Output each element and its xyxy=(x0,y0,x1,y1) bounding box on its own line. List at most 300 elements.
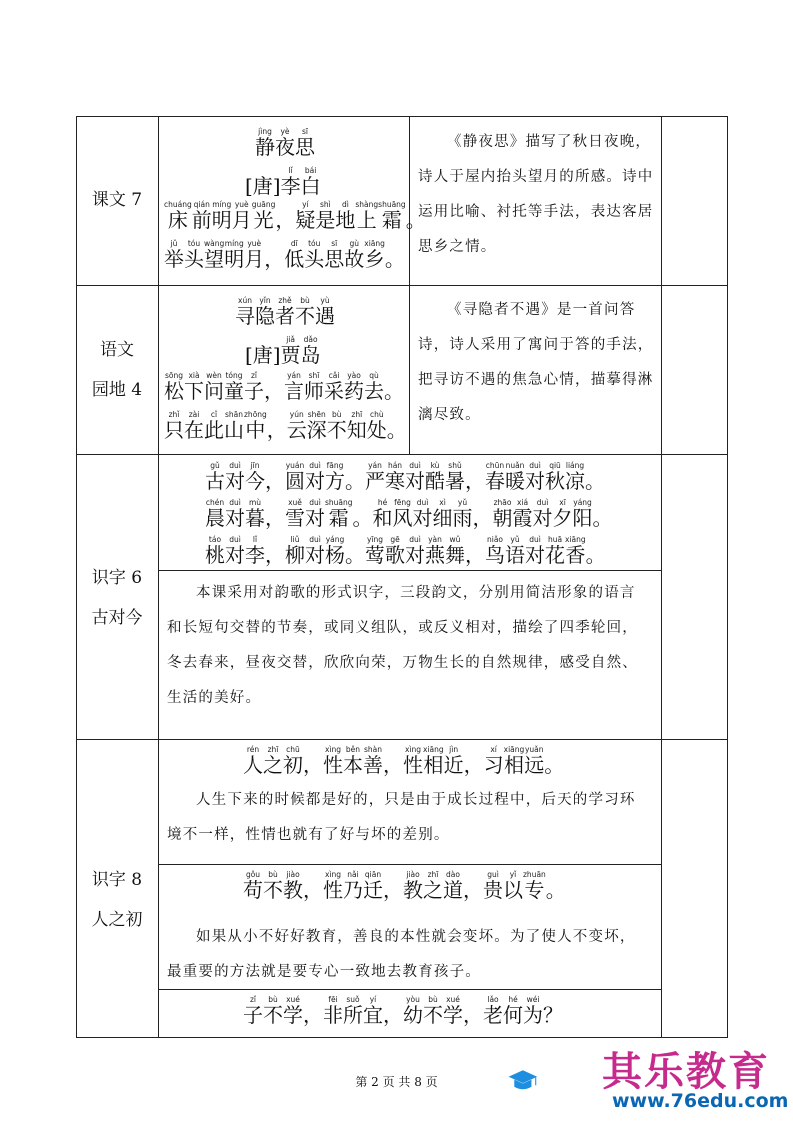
hanzi-char: 知zhī xyxy=(346,410,367,442)
pinyin: jīn xyxy=(245,461,265,470)
pinyin: sī xyxy=(295,127,315,136)
hanzi-char: ， xyxy=(463,878,483,902)
hanzi-char: 晨chén xyxy=(205,498,225,530)
hanzi-char: 香xiāng xyxy=(565,535,586,567)
pinyin: zǐ xyxy=(243,995,263,1004)
hanzi-char: 前qián xyxy=(191,200,212,232)
pinyin: guāng xyxy=(251,200,276,209)
pinyin: yí xyxy=(363,995,383,1004)
pinyin: xiāng xyxy=(503,745,525,754)
pinyin: zhōng xyxy=(244,410,267,419)
hanzi-char: 月yuè xyxy=(231,200,252,232)
hanzi-char: 本běn xyxy=(343,745,363,777)
classic-line xyxy=(243,871,566,900)
pinyin: zǐ xyxy=(244,371,264,380)
hanzi-char: 。 xyxy=(405,208,426,232)
pinyin: duì xyxy=(525,461,545,470)
hanzi-char: 霞xiá xyxy=(512,498,533,530)
pinyin: duì xyxy=(525,535,545,544)
pinyin: xìng xyxy=(323,870,343,879)
hanzi-char: 在zài xyxy=(184,410,204,442)
pinyin: míng xyxy=(224,239,245,248)
pinyin: qiān xyxy=(363,870,383,879)
pinyin: zhī xyxy=(346,410,367,419)
hanzi-char: 中zhōng xyxy=(244,410,267,442)
pinyin: sī xyxy=(324,239,345,248)
pinyin: shàng xyxy=(355,200,379,209)
hanzi-char: 。 xyxy=(585,469,605,493)
hanzi-char: 静jìng xyxy=(255,127,275,159)
hanzi-char: 不bù xyxy=(326,410,347,442)
hanzi-char: 初chū xyxy=(283,745,303,777)
pinyin: yáng xyxy=(325,535,345,544)
pinyin: shàn xyxy=(363,745,383,754)
hanzi-char: 为wéi xyxy=(523,995,543,1027)
hanzi-char: ， xyxy=(383,753,403,777)
pinyin: rén xyxy=(243,745,263,754)
hanzi-char: ， xyxy=(472,506,493,530)
pinyin: xī xyxy=(552,498,573,507)
hanzi-char: 。 xyxy=(585,543,606,567)
hanzi-char: 专zhuān xyxy=(523,870,546,902)
hanzi-char: 岛dǎo xyxy=(300,335,321,367)
pinyin: duì xyxy=(225,498,245,507)
hanzi-char: [唐] xyxy=(245,343,281,367)
hanzi-char: 对duì xyxy=(525,461,545,493)
hanzi-char: 善shàn xyxy=(363,745,383,777)
pinyin: qiū xyxy=(545,461,565,470)
hanzi-char: 严yán xyxy=(365,461,385,493)
hanzi-char: 语yǔ xyxy=(505,535,525,567)
pinyin: chén xyxy=(205,498,225,507)
hanzi-char: 李lǐ xyxy=(280,166,301,198)
hanzi-char: 深shēn xyxy=(306,410,327,442)
pinyin: tóng xyxy=(224,371,244,380)
pinyin: qián xyxy=(191,200,212,209)
hanzi-char: 暮mù xyxy=(245,498,265,530)
pinyin: yǔ xyxy=(505,535,525,544)
hanzi-char: 性xìng xyxy=(323,745,343,777)
pinyin: liáng xyxy=(565,461,585,470)
hanzi-char: 歌gē xyxy=(385,535,405,567)
hanzi-char: 。 xyxy=(345,543,365,567)
hanzi-char: 古gǔ xyxy=(205,461,225,493)
pinyin: shuāng xyxy=(325,498,353,507)
hanzi-char: 。 xyxy=(345,469,365,493)
hanzi-char: 对duì xyxy=(305,461,325,493)
pinyin: xiāng xyxy=(565,535,586,544)
pinyin: xuě xyxy=(285,498,305,507)
pinyin: fēi xyxy=(323,995,343,1004)
pinyin: táo xyxy=(205,535,225,544)
pinyin: chù xyxy=(366,410,387,419)
pinyin: xìng xyxy=(403,745,423,754)
pinyin: tóu xyxy=(304,239,325,248)
hanzi-char: ， xyxy=(264,379,284,403)
hanzi-char: 柳liǔ xyxy=(285,535,305,567)
pinyin: duì xyxy=(305,535,325,544)
hanzi-char: 山shān xyxy=(224,410,244,442)
hanzi-char: 去qù xyxy=(364,371,384,403)
hanzi-char: ， xyxy=(303,1003,323,1027)
pinyin: xì xyxy=(432,498,453,507)
hanzi-char: 处chù xyxy=(366,410,387,442)
hanzi-char: 低dī xyxy=(284,239,305,271)
poem-line xyxy=(164,240,405,269)
hanzi-char: 故gù xyxy=(344,239,365,271)
hanzi-char: 寒hán xyxy=(385,461,405,493)
pinyin: shì xyxy=(315,200,336,209)
pinyin: jiào xyxy=(403,870,423,879)
pinyin: yuè xyxy=(231,200,252,209)
graduation-cap-icon xyxy=(505,1042,605,1120)
hanzi-char: 举jǔ xyxy=(164,239,184,271)
hanzi-char: 者zhě xyxy=(275,296,295,328)
hanzi-char: 明míng xyxy=(224,239,245,271)
hanzi-char: 霜shuāng xyxy=(378,200,406,232)
hanzi-char: 教jiào xyxy=(403,870,423,902)
hanzi-char: 光guāng xyxy=(251,200,276,232)
hanzi-char: ， xyxy=(264,247,285,271)
hanzi-char: ， xyxy=(303,753,323,777)
hanzi-char: 人rén xyxy=(243,745,263,777)
pinyin: xiāng xyxy=(364,239,385,248)
hanzi-char: 地dì xyxy=(335,200,356,232)
pinyin: lǎo xyxy=(483,995,503,1004)
row-divider xyxy=(76,285,728,286)
pinyin: zài xyxy=(184,410,204,419)
hanzi-char: 对duì xyxy=(225,498,245,530)
hanzi-char: 乃nǎi xyxy=(343,870,363,902)
hanzi-char: 迁qiān xyxy=(363,870,383,902)
column-divider xyxy=(409,116,410,454)
hanzi-char: 秋qiū xyxy=(545,461,565,493)
pinyin: gē xyxy=(385,535,405,544)
pinyin: chūn xyxy=(485,461,505,470)
hanzi-char: 此cǐ xyxy=(204,410,224,442)
hanzi-char: 对duì xyxy=(305,535,325,567)
pinyin: dào xyxy=(443,870,463,879)
hanzi-char: 对duì xyxy=(305,498,325,530)
pinyin: shēn xyxy=(306,410,327,419)
hanzi-char: 老lǎo xyxy=(483,995,503,1027)
hanzi-char: 遇yù xyxy=(315,296,335,328)
pinyin: duì xyxy=(225,535,245,544)
pinyin: niǎo xyxy=(485,535,505,544)
pinyin: chū xyxy=(283,745,303,754)
pinyin: nuǎn xyxy=(505,461,525,470)
pinyin: yuán xyxy=(285,461,305,470)
pinyin: shuāng xyxy=(378,200,406,209)
hanzi-char: 今jīn xyxy=(245,461,265,493)
pinyin: zhuān xyxy=(523,870,546,879)
cell-divider xyxy=(158,864,661,865)
column-divider xyxy=(158,116,159,1038)
hanzi-char: ， xyxy=(383,878,403,902)
pinyin: gǔ xyxy=(205,461,225,470)
hanzi-char: 夕xī xyxy=(552,498,573,530)
hanzi-char: 风fēng xyxy=(392,498,413,530)
pinyin: kù xyxy=(425,461,445,470)
hanzi-char: 李lǐ xyxy=(245,535,265,567)
poem-author xyxy=(245,336,321,365)
hanzi-char: 童tóng xyxy=(224,371,244,403)
hanzi-char: 细xì xyxy=(432,498,453,530)
pinyin: guì xyxy=(483,870,503,879)
hanzi-char: 夜yè xyxy=(275,127,295,159)
hanzi-char: 何hé xyxy=(503,995,523,1027)
hanzi-char: 贾jiǎ xyxy=(280,335,301,367)
hanzi-char: 言yán xyxy=(284,371,304,403)
pinyin: yào xyxy=(344,371,364,380)
hanzi-char: 药yào xyxy=(344,371,364,403)
hanzi-char: 莺yīng xyxy=(365,535,385,567)
hanzi-char: 疑yí xyxy=(295,200,316,232)
hanzi-char: ， xyxy=(383,1003,403,1027)
pinyin: xiá xyxy=(512,498,533,507)
hanzi-char: 隐yǐn xyxy=(255,296,275,328)
rhyme-line xyxy=(205,536,606,565)
pinyin: jiǎ xyxy=(280,335,301,344)
hanzi-char: 对duì xyxy=(405,461,425,493)
pinyin: yún xyxy=(286,410,307,419)
hanzi-char: 不bù xyxy=(295,296,315,328)
pinyin: míng xyxy=(211,200,232,209)
pinyin: wǔ xyxy=(445,535,465,544)
hanzi-char: 相xiāng xyxy=(423,745,444,777)
hanzi-char: 对duì xyxy=(525,535,545,567)
hanzi-char: ， xyxy=(275,208,296,232)
hanzi-char: 贵guì xyxy=(483,870,503,902)
hanzi-char: 和hé xyxy=(372,498,393,530)
cell-divider xyxy=(158,570,661,571)
pinyin: suǒ xyxy=(343,995,363,1004)
poem-line xyxy=(164,411,407,440)
row-label-kewen7: 课文 7 xyxy=(91,190,143,210)
hanzi-char: 凉liáng xyxy=(565,461,585,493)
hanzi-char: 上shàng xyxy=(355,200,379,232)
pinyin: cǐ xyxy=(204,410,224,419)
pinyin: yán xyxy=(365,461,385,470)
hanzi-char: 方fāng xyxy=(325,461,345,493)
pinyin: yuǎn xyxy=(524,745,545,754)
pinyin: shān xyxy=(224,410,244,419)
hanzi-char: 教jiào xyxy=(283,870,303,902)
pinyin: yǐ xyxy=(503,870,523,879)
pinyin: liǔ xyxy=(285,535,305,544)
hanzi-char: 舞wǔ xyxy=(445,535,465,567)
pinyin: duì xyxy=(305,461,325,470)
hanzi-char: 问wèn xyxy=(204,371,224,403)
hanzi-char: 幼yòu xyxy=(403,995,423,1027)
pinyin: lǐ xyxy=(245,535,265,544)
hanzi-char: 圆yuán xyxy=(285,461,305,493)
pinyin: yīng xyxy=(365,535,385,544)
poem-author xyxy=(245,167,321,196)
hanzi-char: 霜shuāng xyxy=(325,498,353,530)
poem-line xyxy=(164,372,404,401)
hanzi-char: 对duì xyxy=(405,535,425,567)
rhyme-line xyxy=(205,462,605,491)
pinyin: fēng xyxy=(392,498,413,507)
pinyin: jiào xyxy=(283,870,303,879)
hanzi-char: 寻xún xyxy=(235,296,255,328)
hanzi-char: 春chūn xyxy=(485,461,505,493)
hanzi-char: 。 xyxy=(545,878,566,902)
page-number: 第 2 页 共 8 页 xyxy=(355,1075,438,1089)
hanzi-char: 花huā xyxy=(545,535,565,567)
pinyin: xué xyxy=(283,995,303,1004)
classic-line xyxy=(243,746,564,775)
hanzi-char: 。 xyxy=(544,753,565,777)
hanzi-char: 采cǎi xyxy=(324,371,344,403)
hanzi-char: [唐] xyxy=(245,174,281,198)
pinyin: bù xyxy=(295,296,315,305)
hanzi-char: ， xyxy=(465,469,485,493)
pinyin: duì xyxy=(225,461,245,470)
hanzi-char: 桃táo xyxy=(205,535,225,567)
pinyin: tóu xyxy=(184,239,204,248)
hanzi-char: 雨yǔ xyxy=(452,498,473,530)
poem-line xyxy=(164,201,426,230)
poem-note: 《寻隐者不遇》是一首问答 诗，诗人采用了寓问于答的手法， 把寻访不遇的焦急心情，描摹得淋 漓尽致。 xyxy=(418,302,654,423)
hanzi-char: 习xí xyxy=(483,745,504,777)
pinyin: zhī xyxy=(263,745,283,754)
pinyin: cǎi xyxy=(324,371,344,380)
pinyin: fāng xyxy=(325,461,345,470)
pinyin: zhǐ xyxy=(164,410,184,419)
hanzi-char: 子zǐ xyxy=(244,371,264,403)
hanzi-char: ， xyxy=(265,543,285,567)
pinyin: xiāng xyxy=(423,745,444,754)
hanzi-char: 杨yáng xyxy=(325,535,345,567)
hanzi-char: 。 xyxy=(352,506,373,530)
hanzi-char: 乡xiāng xyxy=(364,239,385,271)
pinyin: xún xyxy=(235,296,255,305)
pinyin: yòu xyxy=(403,995,423,1004)
pinyin: dì xyxy=(335,200,356,209)
poem-title xyxy=(235,297,335,326)
hanzi-char: ， xyxy=(463,753,484,777)
hanzi-char: 。 xyxy=(592,506,613,530)
hanzi-char: 明míng xyxy=(211,200,232,232)
row-label-shizi8: 识字 8 人之初 xyxy=(91,870,143,930)
pinyin: huā xyxy=(545,535,565,544)
pinyin: mù xyxy=(245,498,265,507)
pinyin: hé xyxy=(372,498,393,507)
pinyin: gù xyxy=(344,239,365,248)
pinyin: zhāo xyxy=(492,498,513,507)
row-divider xyxy=(76,454,728,455)
pinyin: hán xyxy=(385,461,405,470)
row-divider xyxy=(76,739,728,740)
pinyin: yàn xyxy=(425,535,445,544)
column-divider xyxy=(661,116,662,1038)
hanzi-char: 阳yáng xyxy=(572,498,593,530)
hanzi-char: 头tóu xyxy=(184,239,204,271)
hanzi-char: 子zǐ xyxy=(243,995,263,1027)
hanzi-char: 苟gǒu xyxy=(243,870,263,902)
pinyin: lǐ xyxy=(280,166,301,175)
hanzi-char: 思sī xyxy=(295,127,315,159)
poem-title xyxy=(255,128,315,157)
pinyin: bái xyxy=(300,166,321,175)
pinyin: yí xyxy=(295,200,316,209)
hanzi-char: 燕yàn xyxy=(425,535,445,567)
pinyin: gǒu xyxy=(243,870,263,879)
hanzi-char: 。 xyxy=(384,379,404,403)
pinyin: jìng xyxy=(255,127,275,136)
hanzi-char: 性xìng xyxy=(323,870,343,902)
pinyin: duì xyxy=(412,498,433,507)
classic-note: 如果从小不好好教育，善良的本性就会变坏。为了使人不变坏， 最重要的方法就是要专心一致地去教育孩子。 xyxy=(167,929,636,980)
pinyin: zhě xyxy=(275,296,295,305)
hanzi-char: ， xyxy=(265,506,285,530)
pinyin: dī xyxy=(284,239,305,248)
pinyin: wèn xyxy=(204,371,224,380)
poem-note: 《静夜思》描写了秋日夜晚， 诗人于屋内抬头望月的所感。诗中 运用比喻、衬托等手法，表达客居 思乡之情。 xyxy=(418,134,654,255)
hanzi-char: 学xué xyxy=(443,995,463,1027)
pinyin: bù xyxy=(263,870,283,879)
hanzi-char: 云yún xyxy=(286,410,307,442)
hanzi-char: 雪xuě xyxy=(285,498,305,530)
hanzi-char: 床chuáng xyxy=(164,200,192,232)
hanzi-char: ， xyxy=(266,418,287,442)
hanzi-char: 性xìng xyxy=(403,745,423,777)
hanzi-char: 之zhī xyxy=(263,745,283,777)
pinyin: sōng xyxy=(164,371,184,380)
hanzi-char: 近jìn xyxy=(443,745,464,777)
hanzi-char: 对duì xyxy=(532,498,553,530)
pinyin: xià xyxy=(184,371,204,380)
pinyin: yán xyxy=(284,371,304,380)
pinyin: yǐn xyxy=(255,296,275,305)
pinyin: yè xyxy=(275,127,295,136)
pinyin: nǎi xyxy=(343,870,363,879)
hanzi-char: 远yuǎn xyxy=(524,745,545,777)
pinyin: zhī xyxy=(423,870,443,879)
hanzi-char: 对duì xyxy=(225,535,245,567)
hanzi-char: 道dào xyxy=(443,870,463,902)
hanzi-char: 思sī xyxy=(324,239,345,271)
row-label-yuwen4: 语文 园地 4 xyxy=(91,340,143,400)
hanzi-char: 松sōng xyxy=(164,371,184,403)
hanzi-char: 酷kù xyxy=(425,461,445,493)
hanzi-char: 对duì xyxy=(225,461,245,493)
hanzi-char: 以yǐ xyxy=(503,870,523,902)
pinyin: bù xyxy=(326,410,347,419)
pinyin: chuáng xyxy=(164,200,192,209)
hanzi-char: 相xiāng xyxy=(503,745,525,777)
pinyin: qù xyxy=(364,371,384,380)
hanzi-char: ， xyxy=(463,1003,483,1027)
hanzi-char: 不bù xyxy=(263,995,283,1027)
row-label-shizi6: 识字 6 古对今 xyxy=(91,568,143,628)
hanzi-char: ， xyxy=(265,469,285,493)
hanzi-char: 。 xyxy=(386,418,407,442)
hanzi-char: 所suǒ xyxy=(343,995,363,1027)
lesson-note: 本课采用对韵歌的形式识字，三段韵文，分别用简洁形象的语言 和长短句交替的节奏，或同义组队，或反义相对，描绘了四季轮回， 冬去春来，昼夜交替，欣欣向荣，万物生长的自然规律，感受自然、 生活的美好。 xyxy=(167,585,638,706)
pinyin: shǔ xyxy=(445,461,465,470)
hanzi-char: 头tóu xyxy=(304,239,325,271)
hanzi-char: 望wàng xyxy=(204,239,225,271)
pinyin: bù xyxy=(263,995,283,1004)
pinyin: duì xyxy=(405,461,425,470)
hanzi-char: ？ xyxy=(543,1003,563,1027)
pinyin: hé xyxy=(503,995,523,1004)
hanzi-char: 是shì xyxy=(315,200,336,232)
rhyme-line xyxy=(205,499,613,528)
